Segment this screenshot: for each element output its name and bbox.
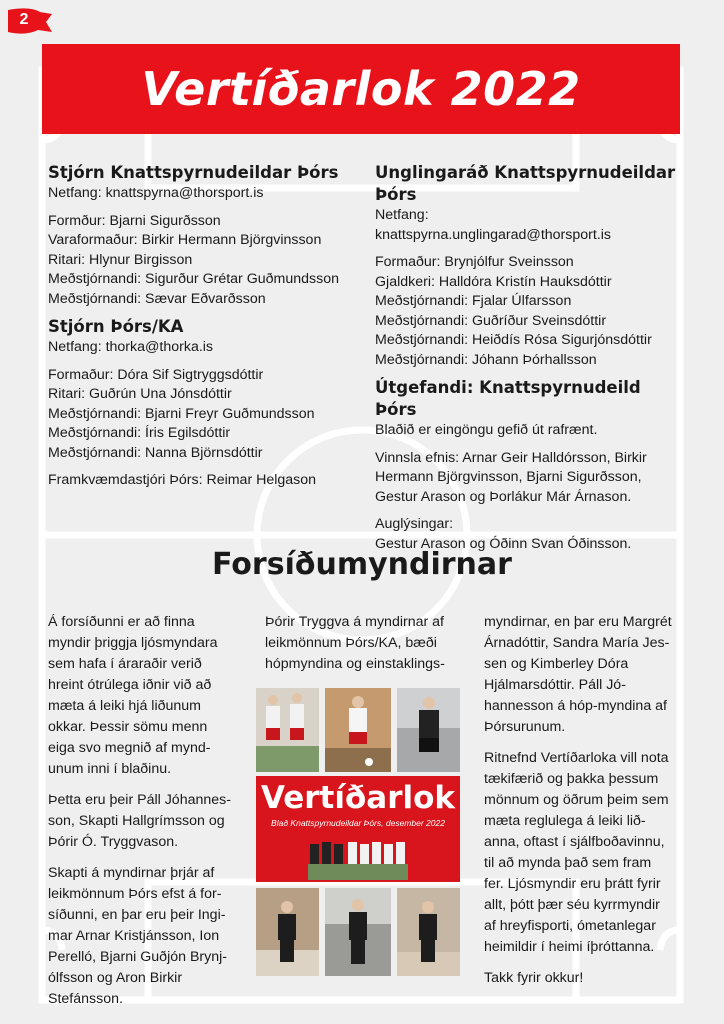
board-member: Meðstjórnandi: Nanna Björnsdóttir: [48, 444, 263, 461]
board-member: Meðstjórnandi: Sævar Eðvarðsson: [48, 290, 266, 307]
paragraph: Skapti á myndirnar þrjár af leikmönnum Þórs efst á for- síðunni, en þar eru þeir Ingi- mar Arnar Kristjánsson, Ion Perelló, Bjarni Guðjón Brynj- ólfsson og Aron Birkir Stefánsson.: [48, 865, 227, 1007]
board-member: Gjaldkeri: Halldóra Kristín Hauksdóttir: [375, 273, 612, 290]
player-photo: [256, 888, 319, 976]
unglingarad-heading: Unglingaráð Knattspyrnudeildar Þórs: [375, 163, 676, 204]
board-member: Meðstjórnandi: Heiðdís Rósa Sigurjónsdóttir: [375, 332, 652, 348]
paragraph: myndirnar, en þar eru Margrét Árnadóttir, Sandra María Jes- sen og Kimberley Dóra Hjálmarsdóttir. Páll Jó- hannesson á hóp-myndina af Þórsurunum.: [484, 614, 672, 735]
unglingarad-email-label: Netfang:: [375, 207, 429, 223]
player-photo: [397, 688, 460, 772]
team-photo: [308, 834, 408, 880]
board-member: Meðstjórnandi: Bjarni Freyr Guðmundsson: [48, 405, 315, 422]
player-photo: [325, 688, 391, 772]
cover-photo-collage: [256, 688, 460, 976]
stjorn-thors-email: Netfang: knattspyrna@thorsport.is: [48, 185, 264, 201]
article-column-2: [265, 612, 465, 685]
auglysingar-line: Auglýsingar:: [375, 516, 454, 532]
board-member: Formaður: Brynjólfur Sveinsson: [375, 254, 574, 270]
article-column-1: [48, 612, 248, 1020]
stjorn-thors-heading: Stjórn Knattspyrnudeildar Þórs: [48, 163, 339, 182]
unglingarad-email: knattspyrna.unglingarad@thorsport.is: [375, 226, 612, 243]
board-member: Meðstjórnandi: Fjalar Úlfarsson: [375, 293, 572, 309]
page-number: 2: [19, 11, 29, 28]
player-photo: [397, 888, 460, 976]
utgefandi-note: Blaðið er eingöngu gefið út rafrænt.: [375, 422, 598, 438]
paragraph: Þórir Tryggva á myndirnar af leikmönnum Þórs/KA, bæði hópmyndina og einstaklings-: [265, 614, 445, 672]
magazine-cover-thumbnail: [256, 776, 460, 882]
left-info-column: [48, 162, 358, 491]
article-column-3: [484, 612, 684, 999]
board-member: Meðstjórnandi: Sigurður Grétar Guðmundsson: [48, 271, 339, 287]
cover-subtitle: Blað Knattspyrnudeildar Þórs, desember 2022: [271, 818, 445, 828]
director: Framkvæmdastjóri Þórs: Reimar Helgason: [48, 472, 317, 488]
player-photo: [256, 688, 319, 772]
board-member: Meðstjórnandi: Jóhann Þórhallsson: [375, 351, 597, 368]
board-member: Meðstjórnandi: Guðríður Sveinsdóttir: [375, 312, 607, 329]
paragraph: Á forsíðunni er að finna myndir þriggja ljósmyndara sem hafa í áraraðir verið hreint ótrúlega iðnir við að mæta á leiki hjá liðunum okkar. Þessir sömu menn eiga svo megnið af mynd- unum inni í blaðinu.: [48, 614, 218, 777]
page-title: Vertíðarlok 2022: [141, 62, 581, 116]
stjorn-ka-heading: Stjórn Þórs/KA: [48, 317, 184, 336]
cover-title: Vertíðarlok: [260, 780, 456, 816]
player-photo: [325, 888, 391, 976]
board-member: Meðstjórnandi: Íris Egilsdóttir: [48, 425, 231, 441]
board-member: Formður: Bjarni Sigurðsson: [48, 212, 221, 229]
paragraph: Takk fyrir okkur!: [484, 970, 584, 986]
vinnsla-line: Gestur Arason og Þorlákur Már Árnason.: [375, 488, 632, 505]
utgefandi-heading: Útgefandi: Knattspyrnudeild Þórs: [375, 378, 641, 419]
right-info-column: [375, 162, 680, 554]
board-member: Ritari: Guðrún Una Jónsdóttir: [48, 386, 232, 402]
vinnsla-line: Vinnsla efnis: Arnar Geir Halldórsson, Birkir: [375, 449, 647, 466]
stjorn-ka-email: Netfang: thorka@thorka.is: [48, 339, 214, 355]
auglysingar-line: Gestur Arason og Óðinn Svan Óðinsson.: [375, 535, 632, 552]
title-banner: [42, 44, 680, 134]
section-title: Forsíðumyndirnar: [212, 547, 512, 582]
board-member: Formaður: Dóra Sif Sigtryggsdóttir: [48, 366, 264, 383]
paragraph: Ritnefnd Vertíðarloka vill nota tækifærið og þakka þessum mönnum og öðrum þeim sem mæta reglulega á leiki lið- anna, oftast í sjálfboðavinnu, til að mynda það sem fram fer. Ljósmyndir eru þrátt fyrir allt, þótt þær séu kyrrmyndir af hreyfisporti, ómetanlegar heimildir í heimi íþróttanna.: [484, 750, 669, 955]
vinnsla-line: Hermann Björgvinsson, Bjarni Sigurðsson,: [375, 469, 642, 485]
page-number-badge: [8, 8, 52, 38]
board-member: Ritari: Hlynur Birgisson: [48, 251, 193, 268]
paragraph: Þetta eru þeir Páll Jóhannes- son, Skapti Hallgrímsson og Þórir Ó. Tryggvason.: [48, 792, 231, 850]
board-member: Varaformaður: Birkir Hermann Björgvinsson: [48, 232, 322, 248]
